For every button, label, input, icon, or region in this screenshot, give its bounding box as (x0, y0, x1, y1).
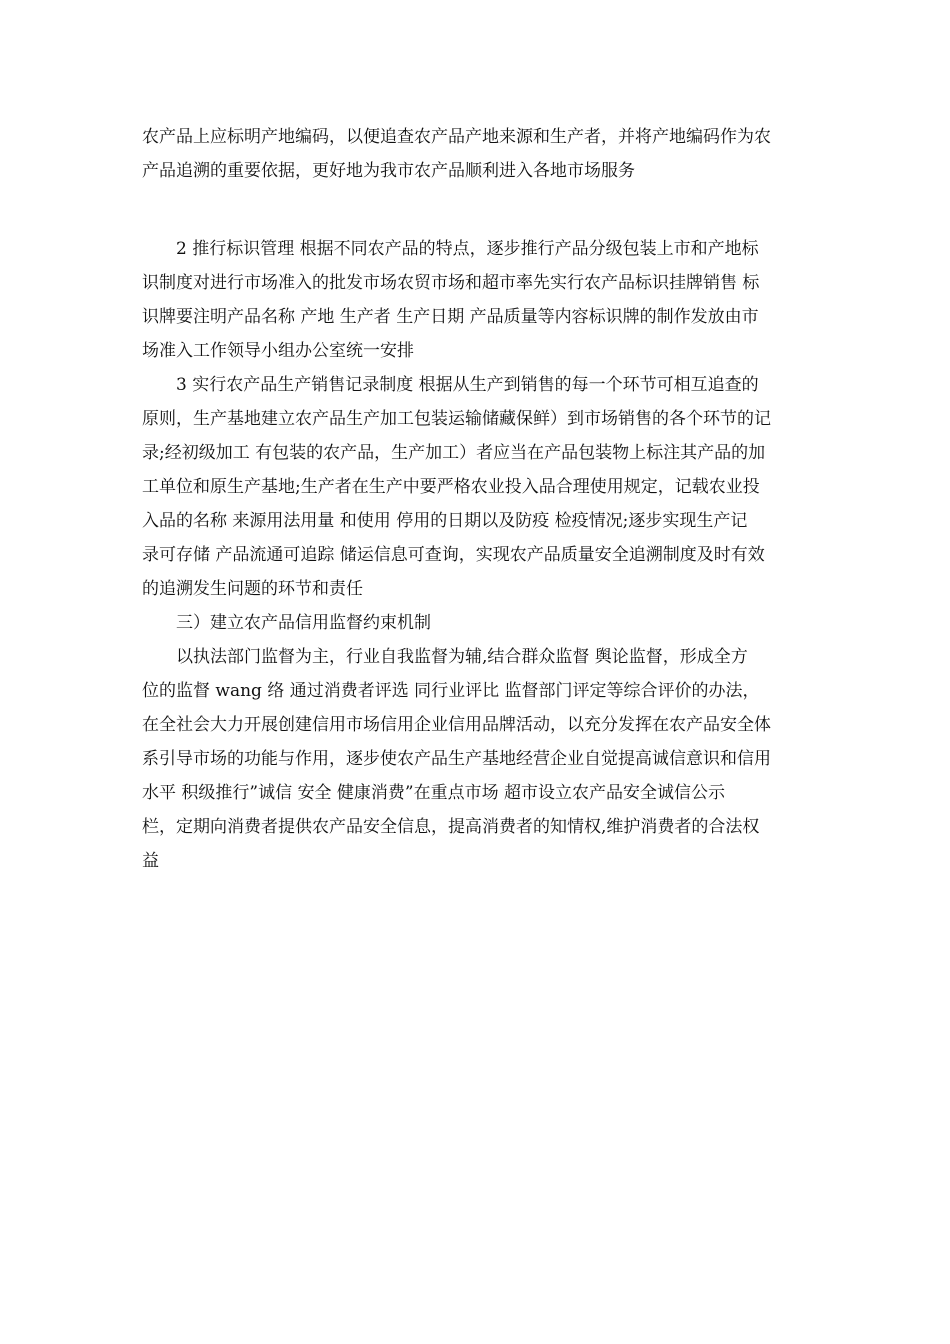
text-line: 2 推行标识管理 根据不同农产品的特点，逐步推行产品分级包装上市和产地标 (176, 239, 759, 259)
text-line: 场准入工作领导小组办公室统一安排 (142, 341, 414, 361)
text-line: 的追溯发生问题的环节和责任 (142, 579, 363, 599)
text-line: 识制度对进行市场准入的批发市场农贸市场和超市率先实行农产品标识挂牌销售 标 (142, 273, 760, 293)
text-line: 益 (142, 851, 159, 871)
document-body (142, 232, 814, 878)
text-line: 3 实行农产品生产销售记录制度 根据从生产到销售的每一个环节可相互追查的 (176, 375, 759, 395)
text-line: 系引导市场的功能与作用，逐步使农产品生产基地经营企业自觉提高诚信意识和信用 (142, 749, 771, 769)
section-heading (142, 606, 814, 640)
text-line: 农产品上应标明产地编码，以便追查农产品产地来源和生产者，并将产地编码作为农 (142, 127, 771, 147)
text-line: 位的监督 wang 络 通过消费者评选 同行业评比 监督部门评定等综合评价的办法， (142, 681, 760, 701)
heading-line: 三）建立农产品信用监督约束机制 (176, 613, 431, 633)
paragraph-sales-record-system (142, 368, 814, 606)
text-line: 识牌要注明产品名称 产地 生产者 生产日期 产品质量等内容标识牌的制作发放由市 (142, 307, 759, 327)
text-line: 栏，定期向消费者提供农产品安全信息，提高消费者的知情权,维护消费者的合法权 (142, 817, 760, 837)
paragraph-origin-code (142, 120, 814, 188)
paragraph-labeling-management (142, 232, 814, 368)
text-line: 录;经初级加工 有包装的农产品，生产加工）者应当在产品包装物上标注其产品的加 (142, 443, 766, 463)
text-line: 以执法部门监督为主，行业自我监督为辅,结合群众监督 舆论监督，形成全方 (176, 647, 748, 667)
text-line: 录可存储 产品流通可追踪 储运信息可查询，实现农产品质量安全追溯制度及时有效 (142, 545, 765, 565)
text-line: 在全社会大力开展创建信用市场信用企业信用品牌活动，以充分发挥在农产品安全体 (142, 715, 771, 735)
paragraph-credit-supervision (142, 640, 814, 878)
text-line: 水平 积级推行”诚信 安全 健康消费”在重点市场 超市设立农产品安全诚信公示 (142, 783, 725, 803)
text-line: 产品追溯的重要依据，更好地为我市农产品顺利进入各地市场服务 (142, 161, 635, 181)
text-line: 工单位和原生产基地;生产者在生产中要严格农业投入品合理使用规定，记载农业投 (142, 477, 760, 497)
text-line: 入品的名称 来源用法用量 和使用 停用的日期以及防疫 检疫情况;逐步实现生产记 (142, 511, 748, 531)
text-line: 原则，生产基地建立农产品生产加工包装运输储藏保鲜）到市场销售的各个环节的记 (142, 409, 771, 429)
